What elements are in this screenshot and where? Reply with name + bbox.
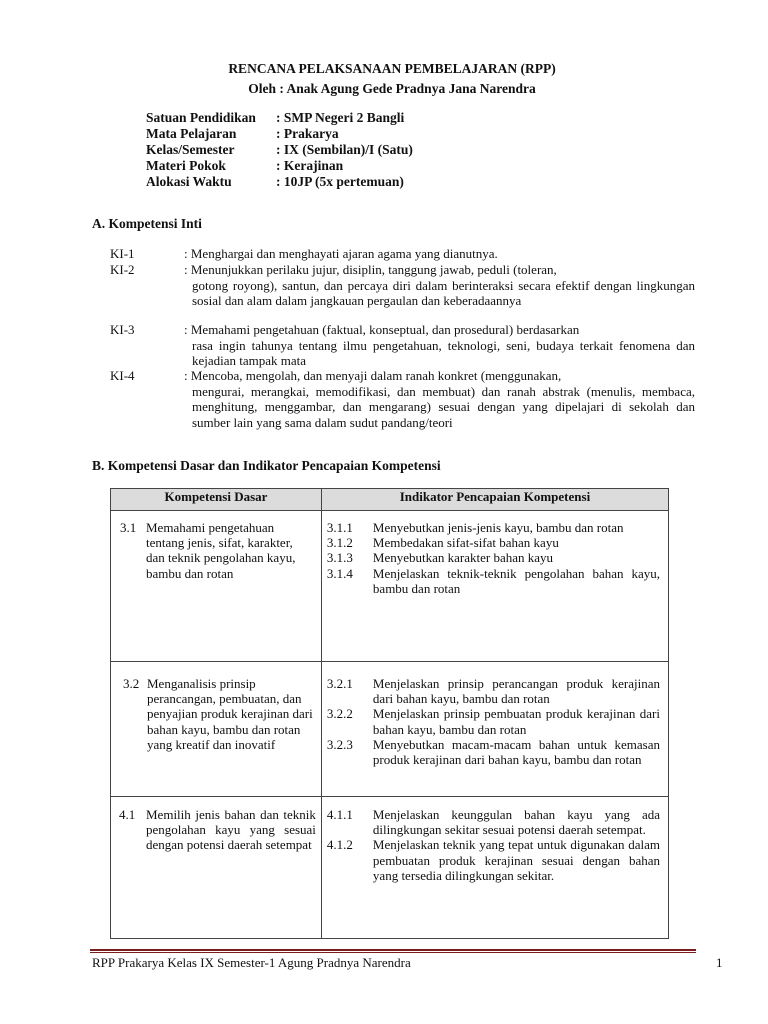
indicator-item xyxy=(327,837,660,883)
table-header-row xyxy=(111,489,669,511)
section-b-heading: B. Kompetensi Dasar dan Indikator Pencapaian Kompetensi xyxy=(92,458,441,473)
ki-text-rest: rasa ingin tahunya tentang ilmu pengetahuan, teknologi, seni, budaya terkait fenomena dan kejadian tampak mata xyxy=(192,337,695,369)
identity-value: : SMP Negeri 2 Bangli xyxy=(276,110,405,125)
indicator-text: Menjelaskan keunggulan bahan kayu yang ada dilingkungan sekitar sesuai potensi daerah setempat. xyxy=(372,807,660,838)
document-title: RENCANA PELAKSANAAN PEMBELAJARAN (RPP) xyxy=(228,61,556,76)
kd-cell xyxy=(111,662,322,797)
indicator-text: Menyebutkan jenis-jenis kayu, bambu dan rotan xyxy=(372,520,624,535)
ki-item xyxy=(110,322,695,369)
indicator-item xyxy=(327,566,660,596)
ki-text-first: : Menunjukkan perilaku jujur, disiplin, tanggung jawab, peduli (toleran, xyxy=(184,262,557,277)
indicator-cell xyxy=(321,662,668,797)
ki-text-rest: gotong royong), santun, dan percaya diri dalam berinteraksi secara efektif dengan lingkungan sosial dan alam dalam jangkauan pergaulan dan keberadaannya xyxy=(192,277,695,309)
kd-cell xyxy=(111,511,322,662)
table-row xyxy=(111,511,669,662)
identity-value: : 10JP (5x pertemuan) xyxy=(276,174,404,189)
indicator-number: 3.1.4 xyxy=(326,565,353,581)
indicator-item xyxy=(327,535,660,550)
column-header-ipk: Indikator Pencapaian Kompetensi xyxy=(321,489,668,511)
indicator-item xyxy=(327,676,660,706)
kd-cell xyxy=(111,797,322,939)
document-author: Oleh : Anak Agung Gede Pradnya Jana Narendra xyxy=(248,81,536,96)
indicator-text: Menjelaskan prinsip perancangan produk kerajinan dari bahan kayu, bambu dan rotan xyxy=(372,676,660,707)
indicator-item xyxy=(327,520,660,535)
kd-number: 3.1 xyxy=(120,520,137,535)
indicator-text: Membedakan sifat-sifat bahan kayu xyxy=(372,535,559,551)
table-row xyxy=(111,797,669,939)
ki-text xyxy=(184,322,695,369)
kd-text: Menganalisis prinsip perancangan, pembuatan, dan penyajian produk kerajinan dari bahan kayu, bambu dan rotan yang kreatif dan inovatif xyxy=(147,676,313,752)
footer-text: RPP Prakarya Kelas IX Semester-1 Agung Pradnya Narendra xyxy=(92,955,411,970)
indicator-item xyxy=(327,737,660,767)
indicator-number: 3.2.3 xyxy=(326,736,353,752)
ki-text xyxy=(184,246,695,262)
kd-number: 3.2 xyxy=(123,676,140,691)
indicator-number: 4.1.2 xyxy=(326,837,353,853)
indicator-text: Menyebutkan karakter bahan kayu xyxy=(372,550,554,566)
ki-label: KI-3 xyxy=(110,322,135,337)
identity-block xyxy=(146,110,413,190)
indicator-text: Menjelaskan teknik yang tepat untuk digunakan dalam pembuatan produk kerajinan sesuai dengan bahan yang tersedia dilingkungan sekitar. xyxy=(372,837,660,883)
identity-key: Materi Pokok xyxy=(146,158,226,173)
page-number: 1 xyxy=(716,955,723,970)
ki-item xyxy=(110,246,695,262)
identity-value: : IX (Sembilan)/I (Satu) xyxy=(276,142,413,157)
indicator-cell xyxy=(321,511,668,662)
ki-label: KI-2 xyxy=(110,262,135,277)
indicator-text: Menjelaskan teknik-teknik pengolahan bahan kayu, bambu dan rotan xyxy=(372,565,660,596)
kd-number: 4.1 xyxy=(119,807,136,822)
ki-label: KI-1 xyxy=(110,246,135,261)
footer-divider xyxy=(90,952,696,953)
column-header-kd: Kompetensi Dasar xyxy=(111,489,322,511)
identity-row xyxy=(146,158,413,174)
indicator-number: 3.1.1 xyxy=(326,520,353,535)
indicator-number: 3.1.2 xyxy=(326,535,353,551)
ki-text xyxy=(184,368,695,430)
indicator-number: 4.1.1 xyxy=(326,807,353,822)
indicator-number: 3.2.1 xyxy=(326,676,353,691)
ki-item xyxy=(110,368,695,430)
competency-table xyxy=(110,488,669,939)
identity-value: : Prakarya xyxy=(276,126,339,141)
identity-value: : Kerajinan xyxy=(276,158,344,173)
ki-item xyxy=(110,262,695,309)
identity-row xyxy=(146,126,413,142)
identity-row xyxy=(146,110,413,126)
indicator-item xyxy=(327,807,660,837)
indicator-number: 3.1.3 xyxy=(326,550,353,566)
table-row xyxy=(111,662,669,797)
identity-row xyxy=(146,142,413,158)
ki-text-rest: mengurai, merangkai, memodifikasi, dan membuat) dan ranah abstrak (menulis, membaca, menghitung, menggambar, dan mengarang) sesuai dengan yang dipelajari di sekolah dan sumber lain yang sama dalam sudut pandang/teori xyxy=(192,383,695,430)
indicator-item xyxy=(327,706,660,736)
indicator-item xyxy=(327,550,660,565)
ki-text-first: : Mencoba, mengolah, dan menyaji dalam ranah konkret (menggunakan, xyxy=(184,368,562,383)
identity-key: Satuan Pendidikan xyxy=(146,110,256,125)
kd-text: Memilih jenis bahan dan teknik pengolahan kayu yang sesuai dengan potensi daerah setempat xyxy=(146,807,316,853)
identity-key: Mata Pelajaran xyxy=(146,126,237,141)
indicator-text: Menjelaskan prinsip pembuatan produk kerajinan dari bahan kayu, bambu dan rotan xyxy=(372,706,660,737)
identity-row xyxy=(146,174,413,190)
indicator-text: Menyebutkan macam-macam bahan untuk kemasan produk kerajinan dari bahan kayu, bambu dan rotan xyxy=(372,736,660,768)
ki-text-first: : Memahami pengetahuan (faktual, konseptual, dan prosedural) berdasarkan xyxy=(184,322,580,337)
section-a-heading: A. Kompetensi Inti xyxy=(92,216,202,231)
ki-label: KI-4 xyxy=(110,368,135,383)
identity-key: Alokasi Waktu xyxy=(146,174,232,189)
ki-text xyxy=(184,262,695,309)
kd-text: Memahami pengetahuan tentang jenis, sifat, karakter, dan teknik pengolahan kayu, bambu dan rotan xyxy=(146,520,296,581)
indicator-number: 3.2.2 xyxy=(326,706,353,722)
ki-text-first: : Menghargai dan menghayati ajaran agama yang dianutnya. xyxy=(184,246,498,261)
indicator-cell xyxy=(321,797,668,939)
identity-key: Kelas/Semester xyxy=(146,142,235,157)
footer-divider xyxy=(90,949,696,951)
